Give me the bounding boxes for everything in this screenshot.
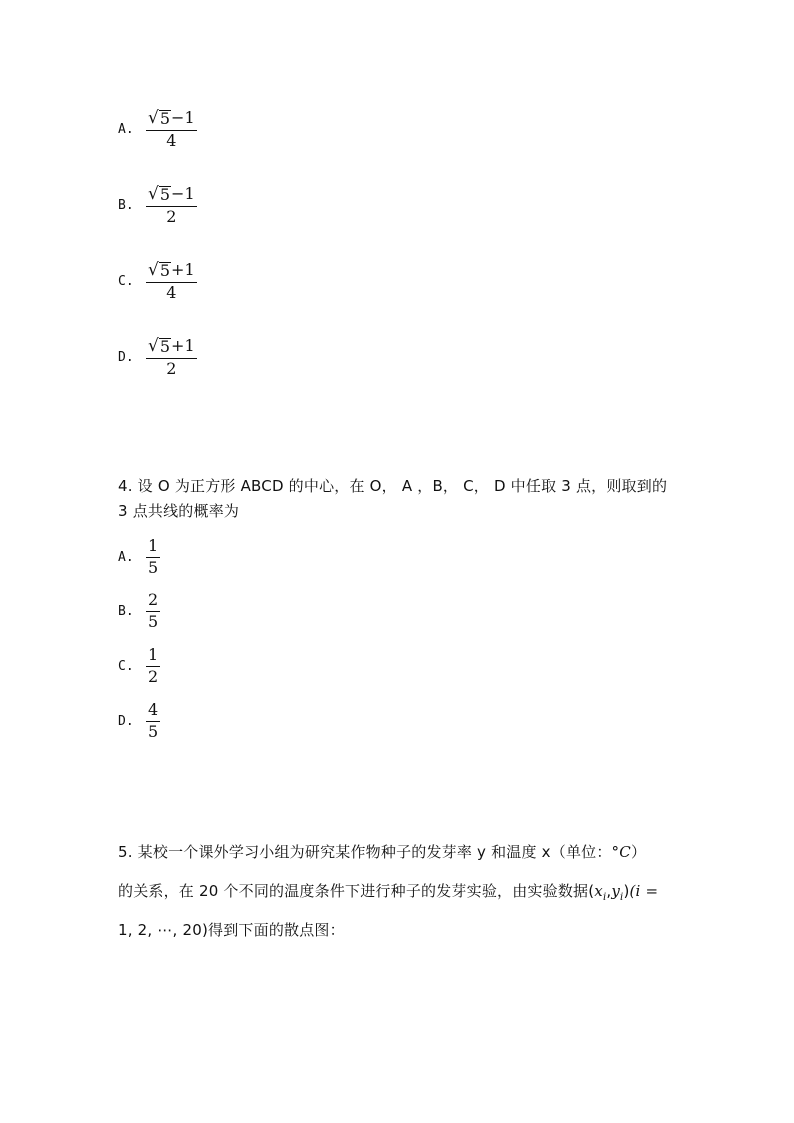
q4-option-a[interactable] xyxy=(118,538,160,577)
option-label: D. xyxy=(118,713,134,729)
paren-close: ) xyxy=(623,882,630,900)
paren-open: ( xyxy=(588,882,595,900)
option-label: B. xyxy=(118,198,134,214)
sqrt-icon: √ xyxy=(148,260,159,280)
denominator: 4 xyxy=(166,130,177,150)
option-label: D. xyxy=(118,350,134,366)
denominator: 2 xyxy=(166,358,177,378)
numerator: 1 xyxy=(146,647,160,667)
sqrt-icon: √ xyxy=(148,336,159,356)
fraction xyxy=(146,592,160,631)
comma: , xyxy=(606,882,612,900)
option-label: C. xyxy=(118,658,134,674)
fraction xyxy=(146,262,197,302)
subscript-i: i xyxy=(620,892,624,903)
q3-option-d[interactable] xyxy=(118,338,197,378)
fraction xyxy=(146,338,197,378)
q5-text-2: 的关系，在 20 个不同的温度条件下进行种子的发芽实验，由实验数据 xyxy=(118,882,589,900)
option-label: A. xyxy=(118,122,134,138)
q4-option-d[interactable] xyxy=(118,702,160,741)
numerator: 1 xyxy=(146,538,160,558)
q5-text-1-end: ） xyxy=(630,843,647,861)
q5-text-1: 5. 某校一个课外学习小组为研究某作物种子的发芽率 y 和温度 x（单位： xyxy=(118,843,612,861)
numerator xyxy=(146,262,197,283)
q3-option-b[interactable] xyxy=(118,186,197,226)
q3-option-a[interactable] xyxy=(118,110,197,150)
numerator xyxy=(146,186,197,207)
fraction xyxy=(146,702,160,741)
denominator: 5 xyxy=(148,611,159,631)
numerator-rest: −1 xyxy=(171,184,195,203)
sqrt-expression xyxy=(148,110,171,128)
var-y: y xyxy=(611,882,621,900)
radicand: 5 xyxy=(159,185,171,204)
numerator xyxy=(146,110,197,131)
numerator xyxy=(146,338,197,359)
sqrt-expression xyxy=(148,262,171,280)
radicand: 5 xyxy=(159,109,171,128)
option-label: A. xyxy=(118,549,134,565)
var-x: x xyxy=(594,882,603,900)
numerator-rest: +1 xyxy=(171,260,195,279)
fraction xyxy=(146,647,160,686)
subscript-i: i xyxy=(602,892,607,903)
option-label: B. xyxy=(118,603,134,619)
denominator: 5 xyxy=(148,721,159,741)
denominator: 2 xyxy=(148,666,159,686)
sqrt-expression xyxy=(148,186,171,204)
numerator-rest: +1 xyxy=(171,336,195,355)
denominator: 5 xyxy=(148,557,159,577)
unit-celsius: °C xyxy=(611,843,631,861)
q4-option-c[interactable] xyxy=(118,647,160,686)
denominator: 4 xyxy=(166,282,177,302)
radicand: 5 xyxy=(159,337,171,356)
q5-text-2-tail: (i = xyxy=(629,882,659,900)
numerator-rest: −1 xyxy=(171,108,195,127)
numerator: 2 xyxy=(146,592,160,612)
option-label: C. xyxy=(118,274,134,290)
q3-option-c[interactable] xyxy=(118,262,197,302)
q4-stem: 4. 设 O 为正方形 ABCD 的中心，在 O， A ，B， C， D 中任取 3 点，则取到的 3 点共线的概率为 xyxy=(118,477,668,520)
sqrt-expression xyxy=(148,338,171,356)
fraction xyxy=(146,186,197,226)
q5-line-2 xyxy=(118,880,658,903)
fraction xyxy=(146,538,160,577)
sqrt-icon: √ xyxy=(148,108,159,128)
fraction xyxy=(146,110,197,150)
denominator: 2 xyxy=(166,206,177,226)
radicand: 5 xyxy=(159,261,171,280)
q4-option-b[interactable] xyxy=(118,592,160,631)
numerator: 4 xyxy=(146,702,160,722)
q5-line-3: 1, 2, ⋯, 20)得到下面的散点图： xyxy=(118,921,345,939)
q5-line-1 xyxy=(118,841,646,862)
sqrt-icon: √ xyxy=(148,184,159,204)
